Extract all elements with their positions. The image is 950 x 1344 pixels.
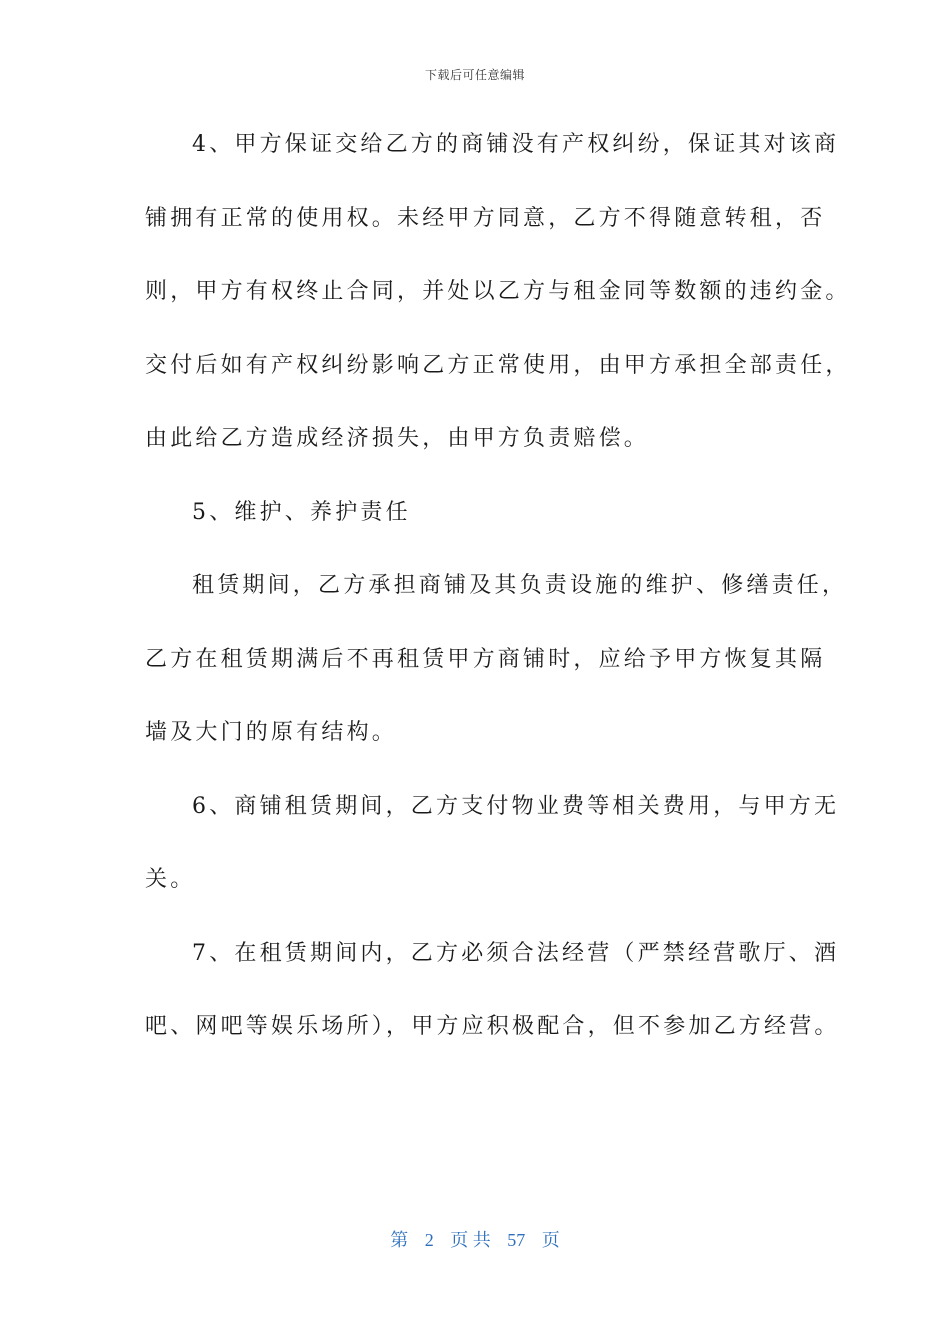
footer-middle: 页 共 xyxy=(450,1230,491,1250)
paragraph-line: 则，甲方有权终止合同，并处以乙方与租金同等数额的违约金。 xyxy=(145,279,851,304)
footer-suffix: 页 xyxy=(541,1230,560,1250)
paragraph-line: 乙方在租赁期满后不再租赁甲方商铺时，应给予甲方恢复其隔 xyxy=(145,646,826,672)
footer-prefix: 第 xyxy=(390,1230,409,1250)
paragraph-line: 吧、网吧等娱乐场所），甲方应积极配合，但不参加乙方经营。 xyxy=(145,1014,840,1039)
paragraph-line: 7、在租赁期间内，乙方必须合法经营（严禁经营歌厅、酒 xyxy=(192,940,840,966)
page-number: 2 xyxy=(424,1230,434,1250)
total-pages: 57 xyxy=(507,1230,526,1250)
paragraph-line: 4、甲方保证交给乙方的商铺没有产权纠纷，保证其对该商 xyxy=(192,132,840,157)
paragraph-line: 铺拥有正常的使用权。未经甲方同意，乙方不得随意转租，否 xyxy=(145,205,826,231)
document-body xyxy=(145,122,851,1078)
page-footer xyxy=(0,1226,950,1252)
paragraph-line: 墙及大门的原有结构。 xyxy=(145,720,398,745)
paragraph-line: 租赁期间，乙方承担商铺及其负责设施的维护、修缮责任， xyxy=(192,573,848,598)
paragraph-line: 由此给乙方造成经济损失，由甲方负责赔偿。 xyxy=(145,426,650,451)
section-heading: 5、维护、养护责任 xyxy=(192,499,411,525)
header-note: 下载后可任意编辑 xyxy=(424,68,525,82)
paragraph-line: 关。 xyxy=(145,867,196,892)
paragraph-line: 6、商铺租赁期间，乙方支付物业费等相关费用，与甲方无 xyxy=(192,793,840,819)
paragraph-line: 交付后如有产权纠纷影响乙方正常使用，由甲方承担全部责任， xyxy=(145,352,851,378)
